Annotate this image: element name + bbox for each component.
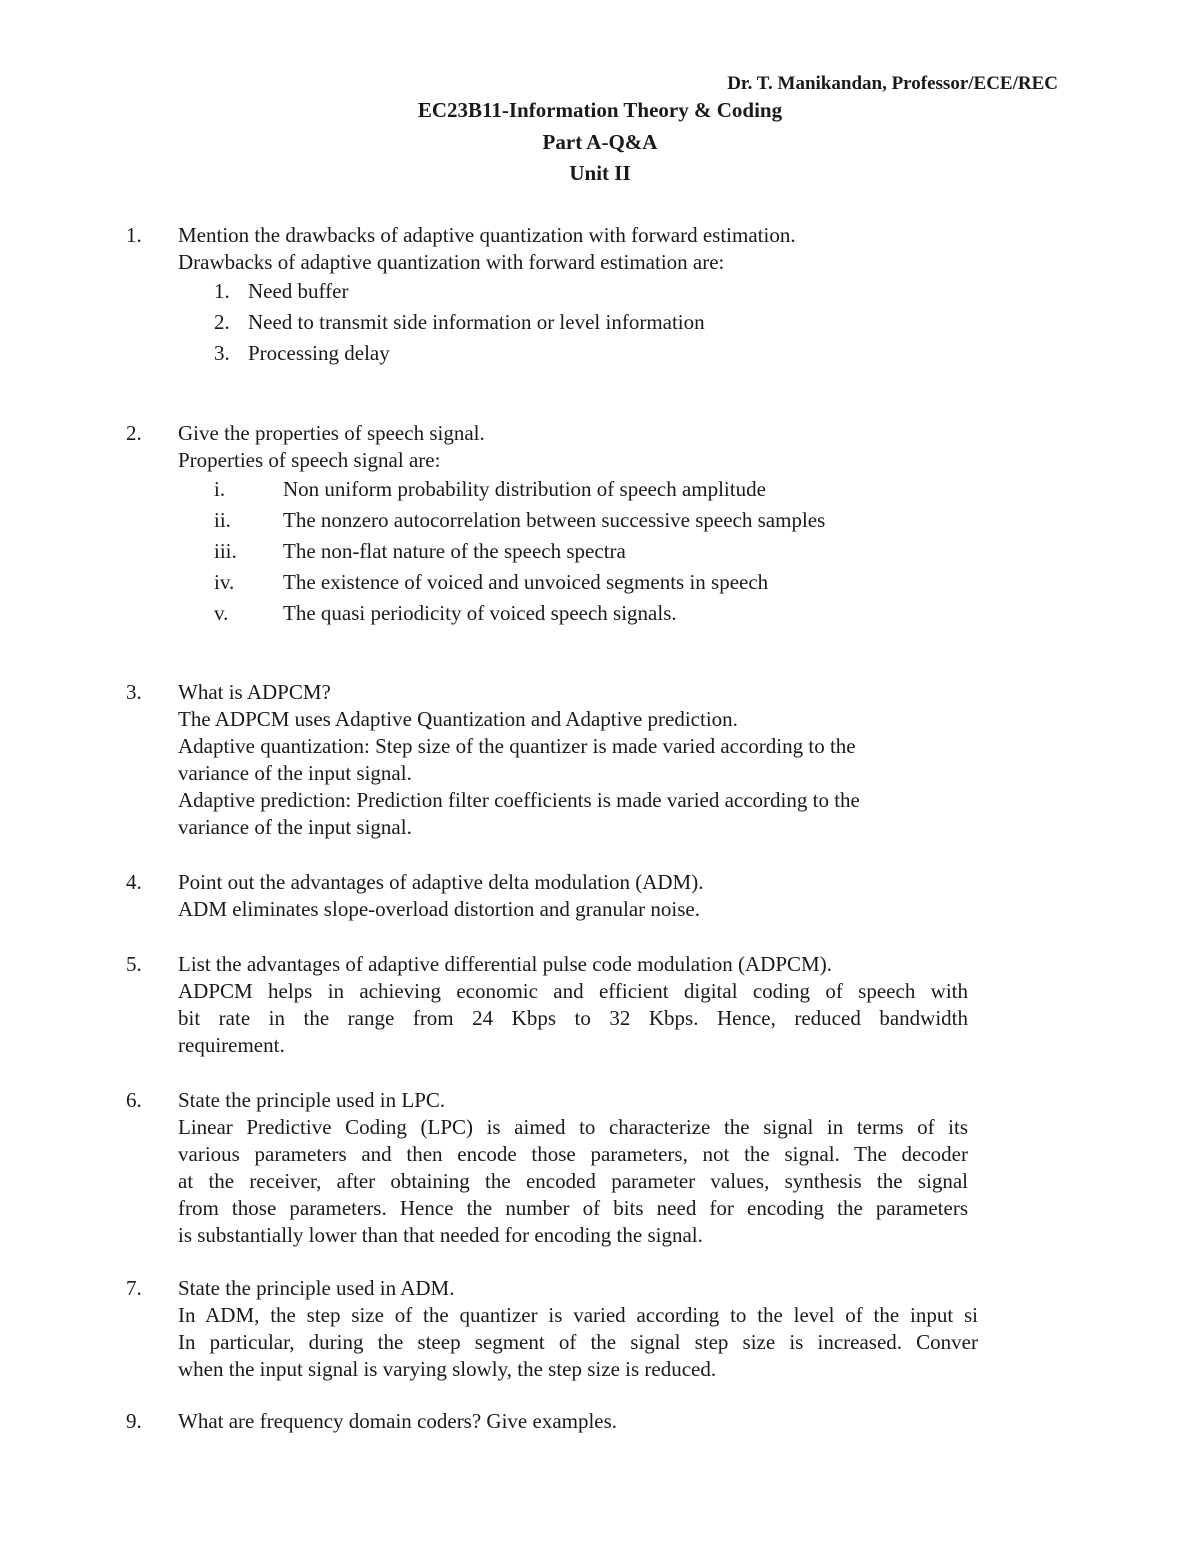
answer-line: In particular, during the steep segment of the signal step size is increased. Conver [178,1330,978,1354]
question-body [178,679,978,841]
question-number: 6. [126,1088,142,1112]
question-text: Point out the advantages of adaptive delta modulation (ADM). [178,870,704,894]
question-text: Mention the drawbacks of adaptive quantization with forward estimation. [178,223,796,247]
answer-line: from those parameters. Hence the number of bits need for encoding the parameters [178,1196,968,1220]
list-item [178,474,978,505]
list-item-number: i. [214,477,226,501]
list-item-number: ii. [214,508,231,532]
list-item [178,536,978,567]
list-item [178,598,978,629]
answer-line: Adaptive prediction: Prediction filter coefficients is made varied according to the [178,788,860,812]
list-item-text: The quasi periodicity of voiced speech signals. [283,601,677,625]
list-item-number: 3. [214,341,230,365]
author-line: Dr. T. Manikandan, Professor/ECE/REC [727,73,1058,94]
question-number: 1. [126,223,142,247]
question-number: 7. [126,1276,142,1300]
list-item-number: 2. [214,310,230,334]
list-item-text: The nonzero autocorrelation between successive speech samples [283,508,826,532]
unit-title: Unit II [569,161,631,185]
question-body [178,1408,978,1435]
list-item-text: Need buffer [248,279,349,303]
list-item-text: The non-flat nature of the speech spectra [283,539,626,563]
question-number: 5. [126,952,142,976]
question-text: What is ADPCM? [178,680,331,704]
answer-line: ADM eliminates slope-overload distortion and granular noise. [178,897,700,921]
question-text: List the advantages of adaptive differential pulse code modulation (ADPCM). [178,952,832,976]
answer-line: Linear Predictive Coding (LPC) is aimed to characterize the signal in terms of its [178,1115,968,1139]
answer-line: The ADPCM uses Adaptive Quantization and Adaptive prediction. [178,707,738,731]
answer-intro: Drawbacks of adaptive quantization with forward estimation are: [178,250,725,274]
list-item-number: iii. [214,539,237,563]
question-body [178,1087,968,1249]
question-number: 4. [126,870,142,894]
course-title: EC23B11-Information Theory & Coding [417,98,783,122]
question-number: 3. [126,680,142,704]
list-item [178,338,978,369]
list-item [178,276,978,307]
answer-line: at the receiver, after obtaining the encoded parameter values, synthesis the signal [178,1169,968,1193]
answer-line: various parameters and then encode those parameters, not the signal. The decoder [178,1142,968,1166]
question-body [178,869,978,923]
list-item-text: Non uniform probability distribution of speech amplitude [283,477,766,501]
part-title: Part A-Q&A [542,130,658,154]
question-body [178,1275,978,1383]
list-item-text: Need to transmit side information or level information [248,310,705,334]
question-text: What are frequency domain coders? Give examples. [178,1409,618,1433]
answer-line: Adaptive quantization: Step size of the quantizer is made varied according to the [178,734,856,758]
list-item-text: The existence of voiced and unvoiced segments in speech [283,570,769,594]
question-text: State the principle used in ADM. [178,1276,455,1300]
question-number: 2. [126,421,142,445]
answer-line: requirement. [178,1033,285,1057]
list-item-number: 1. [214,279,230,303]
list-item-text: Processing delay [248,341,390,365]
list-item [178,505,978,536]
question-number: 9. [126,1409,142,1433]
list-item [178,307,978,338]
list-item [178,567,978,598]
question-text: State the principle used in LPC. [178,1088,446,1112]
list-item-number: iv. [214,570,235,594]
question-body [178,420,978,629]
answer-line: bit rate in the range from 24 Kbps to 32 Kbps. Hence, reduced bandwidth [178,1006,968,1030]
answer-line: when the input signal is varying slowly, the step size is reduced. [178,1357,717,1381]
answer-line: variance of the input signal. [178,761,412,785]
question-body [178,951,968,1059]
list-item-number: v. [214,601,229,625]
answer-line: variance of the input signal. [178,815,412,839]
answer-line: ADPCM helps in achieving economic and efficient digital coding of speech with [178,979,968,1003]
answer-intro: Properties of speech signal are: [178,448,441,472]
answer-line: is substantially lower than that needed for encoding the signal. [178,1223,703,1247]
question-body [178,222,978,369]
question-text: Give the properties of speech signal. [178,421,485,445]
answer-line: In ADM, the step size of the quantizer is varied according to the level of the input si [178,1303,978,1327]
